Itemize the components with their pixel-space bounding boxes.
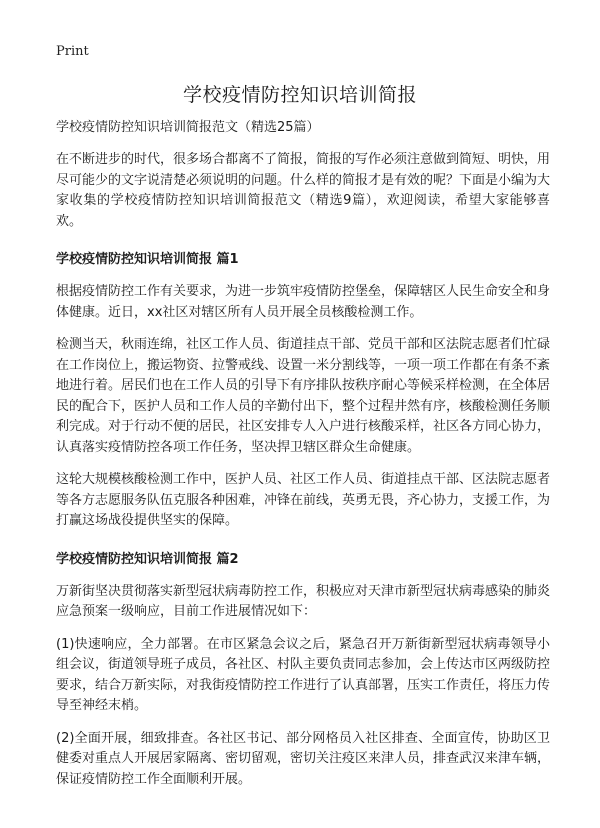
page-title: 学校疫情防控知识培训简报 <box>182 84 417 106</box>
intro-paragraph: 在不断进步的时代，很多场合都离不了简报，简报的写作必须注意做到简短、明快，用尽可能少的文字说清楚必须说明的问题。什么样的简报才是有效的呢？下面是小编为大家收集的学校疫情防控知识培训简报范文（精选9篇），欢迎阅读，希望大家能够喜欢。 <box>56 152 551 229</box>
section-2-paragraph-3: (2)全面开展，细致排查。各社区书记、部分网格员入社区排查、全面宣传，协助区卫健委对重点人开展居家隔离、密切留观，密切关注疫区来津人员，排查武汉来津车辆，保证疫情防控工作全面顺利开展。 <box>56 730 551 787</box>
section-2-paragraph-2: (1)快速响应，全力部署。在市区紧急会议之后，紧急召开万新街新型冠状病毒领导小组会议，街道领导班子成员，各社区、村队主要负责同志参加，会上传达市区两级防控要求，结合万新实际，对我街疫情防控工作进行了认真部署，压实工作责任，将压力传导至神经末梢。 <box>56 636 551 713</box>
section-1-paragraph-1: 根据疫情防控工作有关要求，为进一步筑牢疫情防控堡垒，保障辖区人民生命安全和身体健康。近日，xx社区对辖区所有人员开展全员核酸检测工作。 <box>56 284 551 320</box>
section-heading-2: 学校疫情防控知识培训简报 篇2 <box>56 551 239 567</box>
section-2-paragraph-1: 万新街坚决贯彻落实新型冠状病毒防控工作，积极应对天津市新型冠状病毒感染的肺炎应急预案一级响应，目前工作进展情况如下： <box>56 583 551 619</box>
section-heading-1: 学校疫情防控知识培训简报 篇1 <box>56 252 239 267</box>
print-link[interactable]: Print <box>56 44 89 59</box>
section-1-paragraph-3: 这轮大规模核酸检测工作中，医护人员、社区工作人员、街道挂点干部、区法院志愿者等各方志愿服务队伍克服各种困难，冲锋在前线，英勇无畏，齐心协力，支援工作，为打赢这场战役提供坚实的保障。 <box>56 472 551 528</box>
document-subtitle: 学校疫情防控知识培训简报范文（精选25篇） <box>56 120 320 135</box>
document-body <box>56 118 550 802</box>
section-1-paragraph-2: 检测当天，秋雨连绵，社区工作人员、街道挂点干部、党员干部和区法院志愿者们忙碌在工作岗位上，搬运物资、拉警戒线、设置一米分割线等，一项一项工作都在有条不紊地进行着。居民们也在工作人员的引导下有序排队按秩序耐心等候采样检测，在全体居民的配合下，医护人员和工作人员的辛勤付出下，整个过程井然有序，核酸检测任务顺利完成。对于行动不便的居民，社区安排专人入户进行核酸采样，社区各方同心协力，认真落实疫情防控各项工作任务，坚决捍卫辖区群众生命健康。 <box>56 337 551 455</box>
